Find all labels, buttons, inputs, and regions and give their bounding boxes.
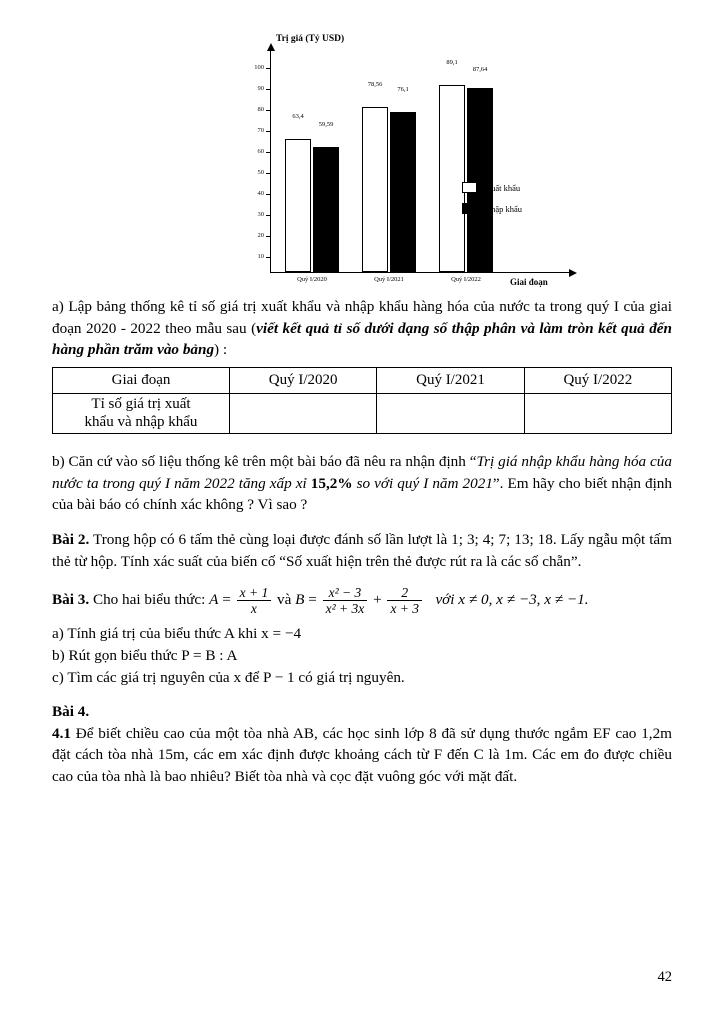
bar-chart [52,28,672,296]
bar-export-2020 [285,139,311,272]
expr-a-name: A [209,591,219,609]
bai2-text: Trong hộp có 6 tấm thẻ cùng loại được đánh số lần lượt là 1; 3; 4; 7; 13; 18. Lấy ngẫu một tấm thẻ từ hộp. Tính xác suất của biến cố “Số xuất hiện trên thẻ được rút ra là các số chẵn”. [52,530,672,570]
bai3-intro: Cho hai biểu thức: [92,591,206,609]
table-row [53,393,672,434]
x-tick-label-2022: Quý I/2022 [451,276,481,283]
part-a-text-2: ) : [214,341,228,359]
table-cell-q1-2022[interactable] [524,393,671,434]
y-tick-30: 30 [242,211,264,218]
table-row-label-line2: khẩu và nhập khẩu [84,414,198,431]
bar-label-import-2022: 87,64 [472,66,488,73]
fraction-b-plus: + [373,591,382,609]
legend-swatch-export-icon [462,182,477,193]
y-tick-100: 100 [242,64,264,71]
fraction-b1-numerator: x² − 3 [328,585,362,601]
bai4-text: Để biết chiều cao của một tòa nhà AB, các học sinh lớp 8 đã sử dụng thước ngắm EF cao 1,2m đặt cách tòa nhà 15m, các em xác định được khoảng cách từ F đến C là 1m. Các em đo được chiều cao của tòa nhà là bao nhiêu? Biết tòa nhà và cọc đặt vuông góc với mặt đất. [52,724,672,785]
part-b-quote-bold: 15,2% [310,474,353,492]
legend-label-export: Xuất khẩu [485,182,521,193]
fraction-b1-denominator: x² + 3x [323,600,368,616]
fraction-a-numerator: x + 1 [239,585,269,601]
bai2-label: Bài 2. [52,530,90,548]
y-tick-10: 10 [242,253,264,260]
part-b-paragraph [52,451,672,516]
bai3-item-b: b) Rút gọn biểu thức P = B : A [52,646,238,664]
y-tick-80: 80 [242,106,264,113]
statistics-table [52,367,672,435]
table-row-label-line1: Tỉ số giá trị xuất [91,395,191,412]
bai2-paragraph [52,529,672,572]
bai3-conjunction: và [277,591,292,609]
x-axis [270,272,570,273]
expr-b-name: B [295,591,305,609]
fraction-b2 [387,585,422,616]
y-tick-20: 20 [242,232,264,239]
x-tick-label-2020: Quý I/2020 [297,276,327,283]
part-a-emphasis: viết kết quả tỉ số dưới dạng số thập phân và làm tròn kết quả đến hàng phần trăm vào bảng [52,319,672,359]
bai4-sub-label: 4.1 [52,724,71,742]
y-axis [270,50,271,272]
fraction-a [237,585,272,616]
bai3-conditions: với x ≠ 0, x ≠ −3, x ≠ −1. [435,591,589,609]
bar-import-2020 [313,147,339,272]
expression-a: A = $\frac{x + 1}{x}$ [209,585,273,616]
bar-label-import-2021: 76,1 [397,86,409,93]
part-b-quote-italic: Trị giá nhập khẩu hàng hóa của nước ta trong quý I năm 2022 tăng xấp xỉ [52,453,672,492]
bar-import-2022 [467,88,493,272]
part-b-quote-italic-2: so với quý I năm 2021 [352,474,493,492]
table-header-period: Giai đoạn [53,367,230,393]
table-header-row [53,367,672,393]
part-a-paragraph [52,296,672,361]
y-tick-70: 70 [242,127,264,134]
y-tick-40: 40 [242,190,264,197]
bai4-paragraph [52,723,672,788]
table-cell-q1-2020[interactable] [230,393,377,434]
legend-item-export [462,182,522,193]
x-tick-label-2021: Quý I/2021 [374,276,404,283]
y-tick-60: 60 [242,148,264,155]
fraction-b2-denominator: x + 3 [387,600,422,616]
y-axis-title: Trị giá (Tỷ USD) [276,34,345,44]
fraction-b2-numerator: 2 [401,585,409,601]
bai4-heading [52,701,672,723]
bar-label-export-2021: 78,56 [367,81,383,88]
bar-export-2021 [362,107,388,272]
bar-export-2022 [439,85,465,272]
table-header-q1-2021: Quý I/2021 [377,367,524,393]
part-b-text-2: ”. Em hãy cho biết nhận định của bài báo có chính xác không ? Vì sao ? [52,474,672,514]
expression-b: B = $\frac{\text{x² − 3}}{\text{x² + 3x}}$ + $\frac{2}{x + 3}$ [295,585,424,616]
table-header-q1-2020: Quý I/2020 [230,367,377,393]
chart-legend [462,182,522,224]
part-b-text-1: b) Căn cứ vào số liệu thống kê trên một bài báo đã nêu ra nhận định “ [52,453,477,471]
table-row-label [53,393,230,434]
bar-import-2021 [390,112,416,272]
legend-label-import: Nhập khẩu [485,203,523,214]
fraction-a-denominator: x [237,600,272,616]
fraction-b1 [323,585,368,616]
page-number: 42 [657,969,672,985]
bai3-paragraph [52,585,672,616]
bai3-item-c: c) Tìm các giá trị nguyên của x để P − 1 có giá trị nguyên. [52,668,405,686]
legend-item-import [462,203,522,214]
y-tick-50: 50 [242,169,264,176]
bar-label-import-2020: 59,59 [318,121,334,128]
table-header-q1-2022: Quý I/2022 [524,367,671,393]
bai4-label: Bài 4. [52,703,90,721]
part-a-text-1: a) Lập bảng thống kê tỉ số giá trị xuất khẩu và nhập khẩu hàng hóa của nước ta trong quý I của giai đoạn 2020 - 2022 theo mẫu sau ( [52,298,672,337]
legend-swatch-import-icon [462,203,477,214]
chart-plot-area [210,34,590,292]
bar-label-export-2020: 63,4 [292,113,304,120]
y-tick-90: 90 [242,85,264,92]
bar-label-export-2022: 89,1 [446,59,458,66]
bai3-label: Bài 3. [52,591,90,609]
x-axis-title: Giai đoạn [510,277,548,287]
bai3-item-a: a) Tính giá trị của biểu thức A khi x = −4 [52,625,302,643]
table-cell-q1-2021[interactable] [377,393,524,434]
